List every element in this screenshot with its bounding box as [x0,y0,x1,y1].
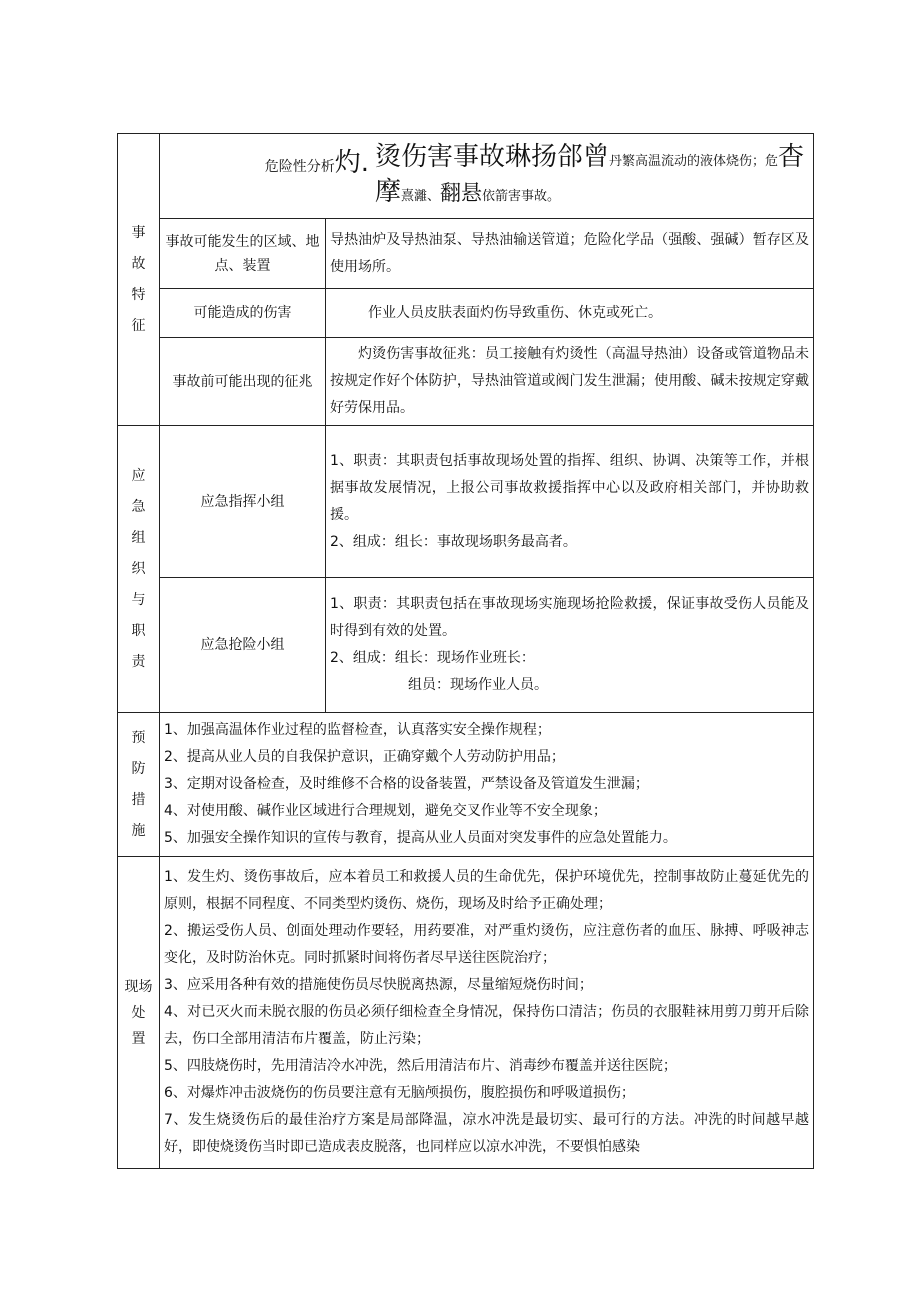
prevention-item: 4、对使用酸、碱作业区域进行合理规划，避免交叉作业等不安全现象； [164,803,607,819]
area-label: 事故可能发生的区域、地点、装置 [160,219,326,289]
area-value: 导热油炉及导热油泵、导热油输送管道；危险化学品（强酸、强碱）暂存区及使用场所。 [326,219,814,289]
risk-analysis-cell: 危险性分析灼. 烫伤害事故琳扬郃曾丹繁高温流动的液体烧伤；危杳 摩熹灕、翻悬依箭害事故。 [160,134,814,219]
onsite-item: 4、对已灭火而未脱衣服的伤员必须仔细检查全身情况，保持伤口清洁；伤员的衣服鞋袜用剪刀剪开后除去，伤口全部用清洁布片覆盖，防止污染； [164,1004,810,1047]
onsite-item: 7、发生烧烫伤后的最佳治疗方案是局部降温，凉水冲洗是最切实、最可行的方法。冲洗的时间越早越好，即使烧烫伤当时即已造成表皮脱落，也同样应以凉水冲洗，不要惧怕感染 [164,1112,810,1155]
warning-signs-row [118,338,814,426]
rescue-members: 组员：现场作业人员。 [408,677,548,693]
possible-harm-row [118,289,814,338]
prevention-item: 1、加强高温体作业过程的监督检查，认真落实安全操作规程； [164,722,551,738]
rescue-group-label: 应急抢险小组 [160,578,326,713]
onsite-item: 5、四肢烧伤时，先用清洁冷水冲洗，然后用清洁布片、消毒纱布覆盖并送往医院； [164,1058,677,1074]
rescue-leader: 2、组成：组长：现场作业班长： [330,650,535,666]
command-group-row [118,426,814,578]
signs-value: 灼烫伤害事故征兆：员工接触有灼烫性（高温导热油）设备或管道物品未按规定作好个体防护，导热油管道或阀门发生泄漏；使用酸、碱未按规定穿戴好劳保用品。 [326,338,814,426]
onsite-item: 3、应采用各种有效的措施使伤员尽快脱离热源，尽量缩短烧伤时间； [164,977,593,993]
rescue-group-row [118,578,814,713]
rescue-group-content [326,578,814,713]
signs-label: 事故前可能出现的征兆 [160,338,326,426]
onsite-content [160,857,814,1169]
section-onsite-title: 现场 处 置 [118,857,160,1169]
onsite-item: 6、对爆炸冲击波烧伤的伤员要注意有无脑颅损伤，腹腔损伤和呼吸道损伤； [164,1085,635,1101]
prevention-row [118,713,814,857]
command-group-content [326,426,814,578]
rescue-duty: 1、职责：其职责包括在事故现场实施现场抢险救援，保证事故受伤人员能及时得到有效的处置。 [330,596,810,639]
command-duty: 1、职责：其职责包括事故现场处置的指挥、组织、协调、决策等工作，并根据事故发展情况，上报公司事故救援指挥中心以及政府相关部门，并协助救援。 [330,452,810,523]
onsite-row [118,857,814,1169]
command-group-label: 应急指挥小组 [160,426,326,578]
risk-label: 危险性分析 [264,159,335,175]
harm-label: 可能造成的伤害 [160,289,326,338]
section-prevention-title: 预 防 措 施 [118,713,160,857]
onsite-item: 2、搬运受伤人员、创面处理动作要轻，用药要准，对严重灼烫伤，应注意伤者的血压、脉搏、呼吸神志变化，及时防治休克。同时抓紧时间将伤者尽早送往医院治疗； [164,923,810,966]
section-accident-title: 事 故 特 征 [118,134,160,426]
prevention-content [160,713,814,857]
emergency-plan-table [117,133,814,1169]
prevention-item: 3、定期对设备检查，及时维修不合格的设备装置，严禁设备及管道发生泄漏； [164,776,649,792]
onsite-item: 1、发生灼、烫伤事故后，应本着员工和救援人员的生命优先，保护环境优先，控制事故防止蔓延优先的原则，根据不同程度、不同类型灼烫伤、烧伤，现场及时给予正确处理； [164,869,810,912]
section-organization-title: 应 急 组 织 与 职 责 [118,426,160,713]
accident-area-row [118,219,814,289]
command-members: 2、组成：组长：事故现场职务最高者。 [330,533,577,550]
risk-analysis-row [118,134,814,219]
prevention-item: 5、加强安全操作知识的宣传与教育，提高从业人员面对突发事件的应急处置能力。 [164,830,677,846]
prevention-item: 2、提高从业人员的自我保护意识，正确穿戴个人劳动防护用品； [164,749,565,765]
harm-value: 作业人员皮肤表面灼伤导致重伤、休克或死亡。 [326,289,814,338]
